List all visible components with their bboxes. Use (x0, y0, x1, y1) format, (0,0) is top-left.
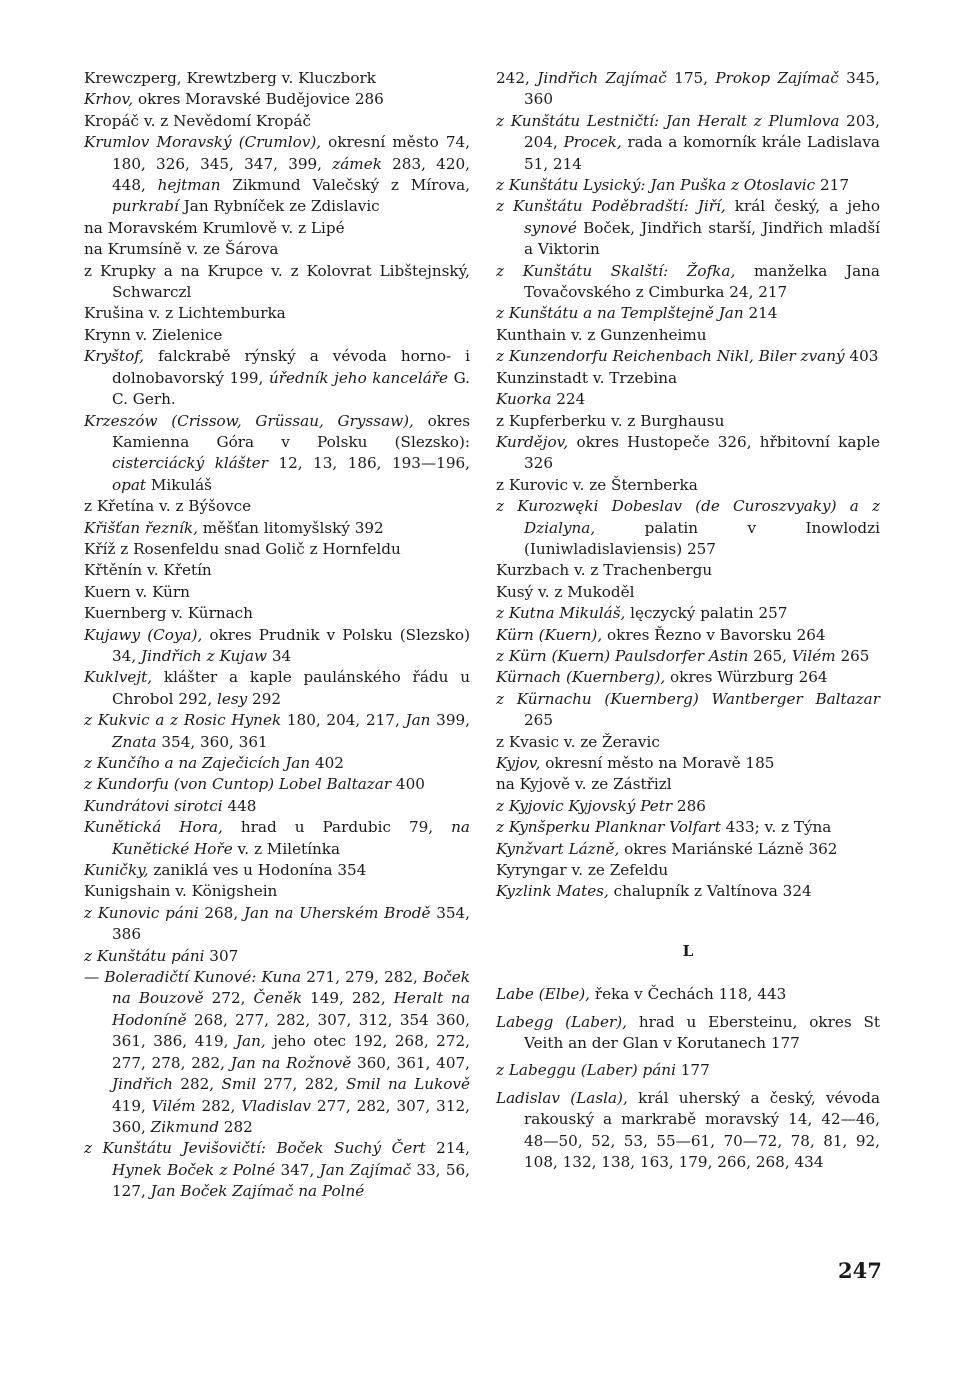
entry-text: měšťan litomyšlský 392 (197, 518, 384, 537)
index-entry (496, 625, 880, 646)
index-entry (84, 774, 470, 795)
entry-text: 175, (666, 69, 716, 87)
index-entry (496, 196, 880, 260)
entry-text: okresní město 74, 180, 326, 345, 347, 399, (112, 133, 471, 173)
entry-text: 354, 360, 361 (156, 732, 268, 751)
entry-italic-text: Vladislav (241, 1096, 311, 1115)
entry-italic-text: Labe (Elbe), (496, 985, 591, 1004)
entry-text: okres Řezno v Bavorsku 264 (602, 625, 826, 644)
entry-text: Kropáč v. z Nevědomí Kropáč (84, 111, 311, 130)
entry-italic-text: Jan Boček Zajímač na Polné (150, 1182, 365, 1201)
entry-text: Kuernberg v. Kürnach (84, 604, 253, 623)
index-entry (84, 967, 470, 1138)
entry-text: 354, 386 (112, 903, 471, 944)
entry-italic-text: Jan, (235, 1032, 266, 1051)
entry-text: Kurzbach v. z Trachenbergu (496, 561, 713, 580)
index-entry (84, 903, 470, 946)
index-entry (84, 667, 470, 710)
index-entry (84, 817, 470, 860)
entry-text: palatin v Inowlodzi (Iuniwladislaviensis) 257 (524, 518, 880, 558)
entry-italic-text: Hynek Boček z Polné (112, 1160, 276, 1179)
entry-italic-text: Kürn (Kuern), (496, 625, 603, 644)
entry-italic-text: purkrabí (112, 197, 179, 216)
index-entry (496, 753, 880, 774)
entry-text: Jan Rybníček ze Zdislavic (178, 197, 380, 216)
entry-italic-text: Čeněk (253, 989, 303, 1008)
entry-text: Kříž z Rosenfeldu snad Golič z Hornfeldu (84, 539, 401, 558)
entry-italic-text: z Kunštátu Poděbradští: Jiří, (496, 197, 726, 216)
entry-text: Kunzinstadt v. Trzebina (496, 368, 678, 387)
entry-text: král český, a jeho (725, 197, 881, 216)
index-entry (84, 582, 470, 603)
entry-text: okres Mariánské Lázně 362 (619, 839, 838, 858)
entry-italic-text: Smil na Lukově (346, 1075, 470, 1094)
index-entry (84, 710, 470, 753)
entry-text: 180, 204, 217, (281, 711, 406, 730)
entry-italic-text: z Kunzendorfu Reichenbach Nikl, Biler zvaný (496, 347, 845, 366)
entry-text: 448 (222, 796, 257, 815)
entry-text: 402 (310, 754, 344, 772)
entry-italic-text: z Kunčího a na Zaječicích Jan (84, 754, 311, 772)
entry-italic-text: z Kürn (Kuern) Paulsdorfer Astin (496, 646, 749, 665)
entry-italic-text: Labegg (Laber), (496, 1012, 627, 1031)
index-entry (496, 689, 880, 732)
entry-italic-text: z Kunovic páni (84, 903, 199, 922)
index-entry (496, 1060, 880, 1081)
entry-italic-text: z Kurozwęki Dobeslav (de Curoszvyaky) a z Dzialyna, (496, 497, 880, 537)
entry-italic-text: z Kürnachu (Kuernberg) Wantberger Baltazar (496, 689, 880, 708)
entry-italic-text: Vilém (791, 646, 836, 665)
entry-text: okresní město na Moravě 185 (540, 754, 775, 772)
index-entry (496, 860, 880, 881)
entry-text: z Kupferberku v. z Burghausu (496, 411, 725, 430)
index-entry (84, 303, 470, 324)
entry-text: na Kyjově v. ze Zástřizl (496, 775, 672, 794)
entry-text: manželka Jana Tovačovského z Cimburka 24, 217 (524, 261, 880, 302)
entry-italic-text: z Kunštátu Lestničtí: Jan Heralt z Plumlova (496, 111, 840, 130)
index-entry (84, 218, 470, 239)
entry-text: na Moravském Krumlově v. z Lipé (84, 218, 345, 237)
entry-italic-text: synové (524, 218, 577, 237)
entry-italic-text: Kurdějov, (496, 432, 569, 451)
entry-italic-text: Kujawy (Coya), (84, 625, 203, 644)
entry-text: okres Würzburg 264 (665, 668, 828, 687)
entry-text: Krušina v. z Lichtemburka (84, 304, 286, 323)
entry-text: — (84, 968, 105, 987)
index-entry (84, 560, 470, 581)
entry-text: 149, 282, (302, 989, 394, 1008)
left-column (84, 68, 470, 1203)
entry-text: Kuern v. Kürn (84, 582, 190, 601)
index-entry (84, 539, 470, 560)
entry-text: Kusý v. z Mukoděl (496, 582, 635, 601)
entry-italic-text: z Labeggu (Laber) páni (496, 1061, 676, 1080)
entry-italic-text: z Kynšperku Planknar Volfart (496, 818, 721, 837)
entry-text: 433; v. z Týna (720, 818, 832, 837)
index-entry (84, 796, 470, 817)
index-entry (496, 475, 880, 496)
entry-text: okres Prudnik v Polsku (Slezsko) 34, (112, 625, 470, 665)
entry-text: G. C. Gerh. (112, 368, 470, 409)
entry-italic-text: Smil (221, 1075, 257, 1094)
entry-text: 286 (672, 796, 706, 815)
entry-text: 399, (430, 711, 470, 730)
entry-text: Kyryngar v. ze Zefeldu (496, 861, 669, 880)
entry-italic-text: úředník jeho kanceláře (268, 368, 448, 387)
entry-text: 347, (275, 1160, 320, 1179)
index-entry (496, 1012, 880, 1055)
entry-italic-text: Krumlov Moravský (Crumlov), (84, 133, 322, 152)
index-entry (84, 860, 470, 881)
section-letter: L (682, 941, 694, 960)
entry-italic-text: Jan na Uherském Brodě (243, 903, 431, 922)
entry-text: lęczycký palatin 257 (625, 604, 788, 623)
index-entry (496, 496, 880, 560)
index-entry (84, 625, 470, 668)
index-entry (496, 560, 880, 581)
entry-text: Boček, Jindřich starší, Jindřich mladší a Viktorin (524, 218, 880, 259)
entry-italic-text: Boleradičtí Kunové: Kuna (104, 968, 302, 987)
index-entry (84, 346, 470, 410)
entry-text: 203, 204, (524, 111, 880, 152)
entry-text: 271, 279, 282, (301, 968, 423, 987)
right-column (496, 68, 880, 1174)
index-entry (84, 881, 470, 902)
index-entry (84, 496, 470, 517)
entry-text: 282, (195, 1096, 242, 1115)
entry-text: 33, 56, 127, (112, 1160, 470, 1201)
entry-italic-text: z Kunštátu a na Templštejně Jan (496, 304, 744, 323)
entry-text: 268, 277, 282, 307, 312, 354 360, 361, 386, 419, (112, 1010, 470, 1051)
entry-text: 277, 282, (256, 1075, 346, 1094)
entry-text: Krynn v. Zielenice (84, 325, 223, 344)
entry-italic-text: zámek (332, 154, 382, 173)
entry-text: jeho otec 192, 268, 272, 277, 278, 282, (112, 1032, 470, 1072)
entry-italic-text: Jindřich Zajímač (537, 69, 667, 87)
entry-italic-text: Znata (112, 732, 157, 751)
entry-text: hrad u Ebersteinu, okres St Veith an der Glan v Korutanech 177 (524, 1012, 880, 1053)
entry-text: Krewczperg, Krewtzberg v. Kluczbork (84, 69, 376, 87)
index-entry (496, 582, 880, 603)
index-entry (84, 89, 470, 110)
entry-italic-text: Kuničky, (84, 861, 149, 880)
entry-text: chalupník z Valtínova 324 (608, 882, 812, 901)
index-entry (84, 68, 470, 89)
entry-text: 214 (743, 304, 778, 323)
index-entry (496, 646, 880, 667)
index-entry (84, 753, 470, 774)
entry-text: 265 (835, 646, 870, 665)
entry-italic-text: lesy (217, 689, 248, 708)
entry-text: 265 (524, 711, 553, 730)
entry-italic-text: Jan na Rožnově (230, 1053, 352, 1072)
index-entry (496, 111, 880, 175)
entry-text: zaniklá ves u Hodonína 354 (148, 861, 367, 880)
entry-text: 177 (675, 1061, 710, 1080)
entry-text: z Kvasic v. ze Žeravic (496, 732, 660, 751)
entry-italic-text: Kuorka (496, 390, 552, 409)
entry-italic-text: Kunětická Hora, (84, 818, 223, 837)
entry-italic-text: z Kukvic a z Rosic Hynek (84, 711, 282, 730)
index-entry (496, 303, 880, 324)
index-entry (84, 946, 470, 967)
entry-text: 292 (247, 689, 282, 708)
entry-text: okres Kamienna Góra v Polsku (Slezsko): (112, 411, 470, 451)
index-entry (496, 432, 880, 475)
entry-italic-text: Heralt na Hodoníně (112, 989, 471, 1029)
entry-italic-text: Jan Zajímač (319, 1160, 412, 1179)
entry-italic-text: Krzeszów (Crissow, Grüssau, Gryssaw), (84, 411, 414, 430)
index-entry (496, 368, 880, 389)
entry-text: 400 (391, 775, 425, 794)
index-entry (496, 603, 880, 624)
entry-text: 214, (425, 1139, 470, 1158)
entry-text: z Kurovic v. ze Šternberka (496, 475, 698, 494)
entry-italic-text: Kundrátovi sirotci (84, 796, 223, 815)
entry-italic-text: z Kyjovic Kyjovský Petr (496, 796, 673, 815)
page-number: 247 (838, 1258, 882, 1283)
index-entry (496, 839, 880, 860)
entry-italic-text: Kürnach (Kuernberg), (496, 668, 666, 687)
index-entry (84, 261, 470, 304)
entry-italic-text: Kynžvart Lázně, (496, 839, 620, 858)
entry-text: 282 (218, 1117, 253, 1136)
entry-text: rada a komorník krále Ladislava 51, 214 (524, 133, 880, 173)
entry-text: Mikuláš (146, 475, 212, 494)
index-entry (84, 603, 470, 624)
index-entry (496, 817, 880, 838)
entry-italic-text: Boček na Bouzově (112, 968, 471, 1008)
entry-text: Kunigshain v. Königshein (84, 882, 278, 901)
entry-text: 283, 420, 448, (112, 154, 471, 195)
index-entry (84, 411, 470, 497)
entry-text: Kunthain v. z Gunzenheimu (496, 325, 707, 344)
entry-text: 282, (172, 1075, 222, 1094)
entry-text: falckrabě rýnský a vévoda horno- i dolnobavorský 199, (112, 347, 470, 387)
entry-italic-text: z Kunštátu Skalští: Žofka, (496, 261, 736, 280)
index-entry (496, 1088, 880, 1174)
entry-text: 268, (198, 903, 244, 922)
entry-italic-text: Vilém (151, 1096, 196, 1115)
index-entry (496, 774, 880, 795)
entry-text: král uherský a český, vévoda rakouský a markrabě moravský 14, 42—46, 48—50, 52, 53, 55—61, 70—72, 78, 81, 92, 108, 132, 138, 163, 179, 266, 268, 434 (524, 1088, 881, 1172)
index-entry (496, 732, 880, 753)
entry-italic-text: Krhov, (84, 90, 134, 109)
index-entry (496, 325, 880, 346)
entry-text: z Krupky a na Krupce v. z Kolovrat Libštejnský, Schwarczl (84, 261, 470, 302)
entry-text: 242, (496, 69, 538, 87)
entry-text: v. z Miletínka (232, 839, 341, 858)
entry-text: 272, (203, 989, 254, 1008)
entry-italic-text: Kryštof, (84, 347, 145, 366)
entry-text: klášter a kaple paulánského řádu u Chrobol 292, (112, 668, 470, 708)
entry-text: okres Moravské Budějovice 286 (133, 90, 384, 109)
entry-italic-text: hejtman (157, 176, 221, 195)
entry-italic-text: opat (112, 475, 147, 494)
right-entries-l (496, 984, 880, 1173)
index-entry (496, 796, 880, 817)
index-entry (496, 411, 880, 432)
index-entry (84, 132, 470, 218)
entry-text: 265, (748, 646, 792, 665)
entry-italic-text: z Kunštátu Lysický: Jan Puška z Otoslavic (496, 176, 816, 195)
index-entry (496, 68, 880, 111)
entry-text: 403 (844, 347, 879, 366)
entry-italic-text: Prokop Zajímač (715, 69, 839, 87)
entry-text: 360, 361, 407, (351, 1053, 470, 1072)
entry-text: okres Hustopeče 326, hřbitovní kaple 326 (524, 432, 880, 473)
entry-italic-text: Kuklvejt, (84, 668, 153, 687)
entry-text: na Krumsíně v. ze Šárova (84, 240, 279, 259)
entry-text: 12, 13, 186, 193—196, (267, 454, 470, 473)
index-entry (84, 518, 470, 539)
entry-italic-text: cisterciácký klášter (112, 454, 268, 473)
entry-italic-text: z Kunštátu páni (84, 946, 205, 965)
index-entry (496, 881, 880, 902)
entry-text: Zikmund Valečský z Mírova, (220, 176, 470, 195)
entry-text: z Křetína v. z Býšovce (84, 497, 252, 516)
entry-text: řeka v Čechách 118, 443 (590, 985, 787, 1004)
entry-text: 307 (204, 946, 239, 965)
entry-text: 224 (551, 390, 586, 409)
index-entry (496, 389, 880, 410)
right-entries-k (496, 68, 880, 903)
entry-italic-text: z Kunštátu Jevišovičtí: Boček Suchý Čert (84, 1139, 426, 1158)
index-entry (84, 1138, 470, 1202)
index-entry (496, 346, 880, 367)
index-entry (496, 667, 880, 688)
entry-text: 345, 360 (524, 69, 880, 109)
entry-italic-text: Křišťan řezník, (84, 518, 198, 537)
entry-text: 217 (815, 176, 849, 195)
entry-text: 277, 282, 307, 312, 360, (112, 1096, 470, 1136)
index-entry (84, 239, 470, 260)
entry-text: 419, (112, 1096, 152, 1115)
entry-text: 34 (267, 646, 292, 665)
entry-italic-text: Ladislav (Lasla), (496, 1088, 628, 1107)
entry-italic-text: Jindřich (112, 1075, 173, 1094)
index-entry (496, 984, 880, 1005)
entry-italic-text: Jindřich z Kujaw (140, 646, 268, 665)
entry-italic-text: Procek, (563, 133, 622, 152)
index-entry (84, 325, 470, 346)
entry-text: Křtěnín v. Křetín (84, 561, 212, 580)
entry-italic-text: z Kundorfu (von Cuntop) Lobel Baltazar (84, 775, 392, 794)
index-entry (496, 261, 880, 304)
entry-italic-text: Zikmund (150, 1117, 219, 1136)
index-entry (84, 111, 470, 132)
index-entry (496, 175, 880, 196)
entry-italic-text: Kyzlink Mates, (496, 882, 609, 901)
entry-text: hrad u Pardubic 79, (222, 818, 452, 837)
entry-italic-text: na Kunětické Hoře (112, 818, 470, 858)
entry-italic-text: z Kutna Mikuláš, (496, 604, 626, 623)
entry-italic-text: Kyjov, (496, 754, 541, 772)
entry-italic-text: Jan (405, 711, 431, 730)
